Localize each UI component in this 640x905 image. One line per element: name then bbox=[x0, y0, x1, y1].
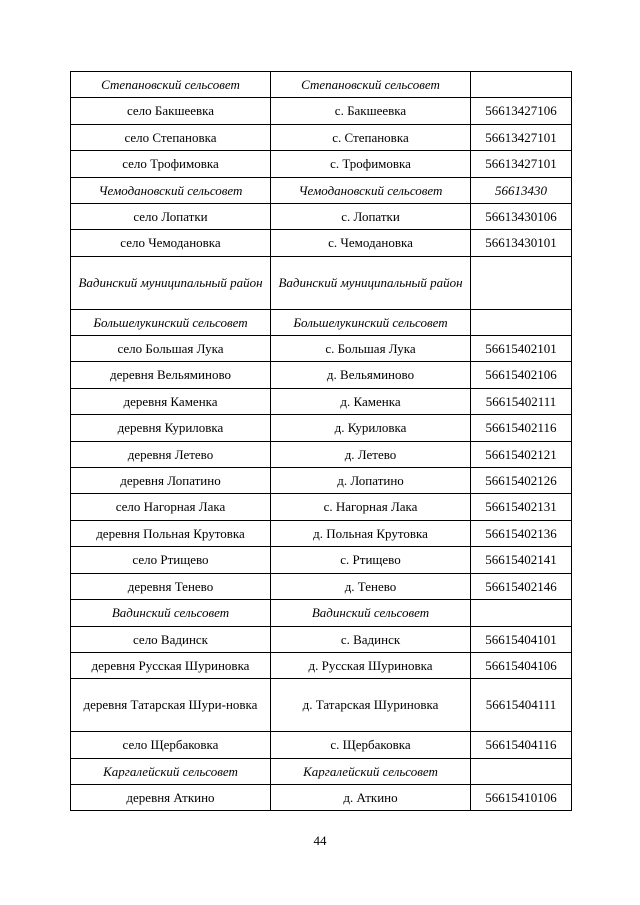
table-row bbox=[71, 388, 572, 414]
settlement-name-cell: село Нагорная Лака bbox=[71, 494, 271, 520]
oktmo-code-cell: 56615402126 bbox=[471, 468, 572, 494]
settlement-name-cell: деревня Аткино bbox=[71, 784, 271, 810]
settlement-short-name-cell: Вадинский муниципальный район bbox=[271, 256, 471, 309]
oktmo-code-cell bbox=[471, 758, 572, 784]
settlement-name-cell: Степановский сельсовет bbox=[71, 72, 271, 98]
settlement-name-cell: село Трофимовка bbox=[71, 151, 271, 177]
table-row bbox=[71, 177, 572, 203]
oktmo-code-cell: 56615402146 bbox=[471, 573, 572, 599]
table-row bbox=[71, 679, 572, 732]
table-row bbox=[71, 204, 572, 230]
oktmo-code-cell: 56613430101 bbox=[471, 230, 572, 256]
oktmo-code-cell: 56613430 bbox=[471, 177, 572, 203]
settlement-name-cell: Вадинский сельсовет bbox=[71, 600, 271, 626]
settlement-short-name-cell: с. Лопатки bbox=[271, 204, 471, 230]
table-row bbox=[71, 256, 572, 309]
table-row bbox=[71, 784, 572, 810]
settlement-name-cell: Каргалейский сельсовет bbox=[71, 758, 271, 784]
oktmo-code-cell bbox=[471, 309, 572, 335]
settlement-short-name-cell: д. Польная Крутовка bbox=[271, 520, 471, 546]
page-number: 44 bbox=[313, 833, 327, 848]
settlement-name-cell: деревня Каменка bbox=[71, 388, 271, 414]
table-row bbox=[71, 520, 572, 546]
oktmo-code-cell: 56615402101 bbox=[471, 336, 572, 362]
settlement-name-cell: село Чемодановка bbox=[71, 230, 271, 256]
settlement-short-name-cell: Большелукинский сельсовет bbox=[271, 309, 471, 335]
settlement-short-name-cell: Вадинский сельсовет bbox=[271, 600, 471, 626]
oktmo-code-cell: 56615402131 bbox=[471, 494, 572, 520]
table-row bbox=[71, 600, 572, 626]
table-row bbox=[71, 732, 572, 758]
settlement-name-cell: село Ртищево bbox=[71, 547, 271, 573]
settlement-name-cell: Чемодановский сельсовет bbox=[71, 177, 271, 203]
settlement-short-name-cell: д. Тенево bbox=[271, 573, 471, 599]
oktmo-code-cell: 56615402111 bbox=[471, 388, 572, 414]
table-row bbox=[71, 98, 572, 124]
settlement-name-cell: деревня Летево bbox=[71, 441, 271, 467]
table-row bbox=[71, 441, 572, 467]
settlement-short-name-cell: с. Вадинск bbox=[271, 626, 471, 652]
settlement-name-cell: село Большая Лука bbox=[71, 336, 271, 362]
settlement-name-cell: село Лопатки bbox=[71, 204, 271, 230]
oktmo-code-cell: 56615402136 bbox=[471, 520, 572, 546]
settlement-name-cell: деревня Куриловка bbox=[71, 415, 271, 441]
table-row bbox=[71, 573, 572, 599]
settlement-name-cell: село Вадинск bbox=[71, 626, 271, 652]
settlement-short-name-cell: с. Степановка bbox=[271, 124, 471, 150]
settlement-name-cell: Большелукинский сельсовет bbox=[71, 309, 271, 335]
settlement-name-cell: Вадинский муниципальный район bbox=[71, 256, 271, 309]
settlement-short-name-cell: с. Трофимовка bbox=[271, 151, 471, 177]
settlement-name-cell: село Щербаковка bbox=[71, 732, 271, 758]
oktmo-code-cell: 56615404116 bbox=[471, 732, 572, 758]
settlement-short-name-cell: с. Ртищево bbox=[271, 547, 471, 573]
table-row bbox=[71, 758, 572, 784]
table-row bbox=[71, 151, 572, 177]
oktmo-code-cell: 56613430106 bbox=[471, 204, 572, 230]
settlement-short-name-cell: с. Щербаковка bbox=[271, 732, 471, 758]
oktmo-code-cell bbox=[471, 600, 572, 626]
table-row bbox=[71, 547, 572, 573]
oktmo-code-cell bbox=[471, 256, 572, 309]
settlements-table-body bbox=[71, 72, 572, 811]
settlement-short-name-cell: д. Лопатино bbox=[271, 468, 471, 494]
settlement-name-cell: деревня Татарская Шури-новка bbox=[71, 679, 271, 732]
table-row bbox=[71, 124, 572, 150]
settlement-short-name-cell: Каргалейский сельсовет bbox=[271, 758, 471, 784]
settlement-short-name-cell: д. Летево bbox=[271, 441, 471, 467]
settlement-name-cell: деревня Лопатино bbox=[71, 468, 271, 494]
oktmo-code-cell: 56615402121 bbox=[471, 441, 572, 467]
settlement-name-cell: деревня Тенево bbox=[71, 573, 271, 599]
table-row bbox=[71, 652, 572, 678]
settlement-name-cell: село Степановка bbox=[71, 124, 271, 150]
settlement-short-name-cell: д. Куриловка bbox=[271, 415, 471, 441]
settlement-name-cell: деревня Русская Шуриновка bbox=[71, 652, 271, 678]
table-row bbox=[71, 626, 572, 652]
oktmo-code-cell: 56615402116 bbox=[471, 415, 572, 441]
settlement-name-cell: село Бакшеевка bbox=[71, 98, 271, 124]
settlement-short-name-cell: д. Аткино bbox=[271, 784, 471, 810]
table-row bbox=[71, 468, 572, 494]
settlement-name-cell: деревня Польная Крутовка bbox=[71, 520, 271, 546]
oktmo-code-cell: 56615410106 bbox=[471, 784, 572, 810]
table-row bbox=[71, 362, 572, 388]
oktmo-code-cell: 56615404111 bbox=[471, 679, 572, 732]
oktmo-code-cell bbox=[471, 72, 572, 98]
table-row bbox=[71, 336, 572, 362]
oktmo-code-cell: 56615404106 bbox=[471, 652, 572, 678]
oktmo-code-cell: 56615404101 bbox=[471, 626, 572, 652]
table-row bbox=[71, 494, 572, 520]
table-row bbox=[71, 230, 572, 256]
oktmo-code-cell: 56613427106 bbox=[471, 98, 572, 124]
settlement-name-cell: деревня Вельяминово bbox=[71, 362, 271, 388]
settlement-short-name-cell: с. Нагорная Лака bbox=[271, 494, 471, 520]
settlement-short-name-cell: с. Чемодановка bbox=[271, 230, 471, 256]
table-row bbox=[71, 72, 572, 98]
oktmo-code-cell: 56615402106 bbox=[471, 362, 572, 388]
settlement-short-name-cell: Степановский сельсовет bbox=[271, 72, 471, 98]
settlements-table bbox=[70, 71, 572, 811]
settlement-short-name-cell: д. Русская Шуриновка bbox=[271, 652, 471, 678]
settlement-short-name-cell: д. Вельяминово bbox=[271, 362, 471, 388]
table-row bbox=[71, 309, 572, 335]
settlement-short-name-cell: с. Большая Лука bbox=[271, 336, 471, 362]
oktmo-code-cell: 56613427101 bbox=[471, 151, 572, 177]
settlement-short-name-cell: Чемодановский сельсовет bbox=[271, 177, 471, 203]
table-row bbox=[71, 415, 572, 441]
settlement-short-name-cell: д. Каменка bbox=[271, 388, 471, 414]
settlement-short-name-cell: д. Татарская Шуриновка bbox=[271, 679, 471, 732]
oktmo-code-cell: 56613427101 bbox=[471, 124, 572, 150]
oktmo-code-cell: 56615402141 bbox=[471, 547, 572, 573]
settlement-short-name-cell: с. Бакшеевка bbox=[271, 98, 471, 124]
